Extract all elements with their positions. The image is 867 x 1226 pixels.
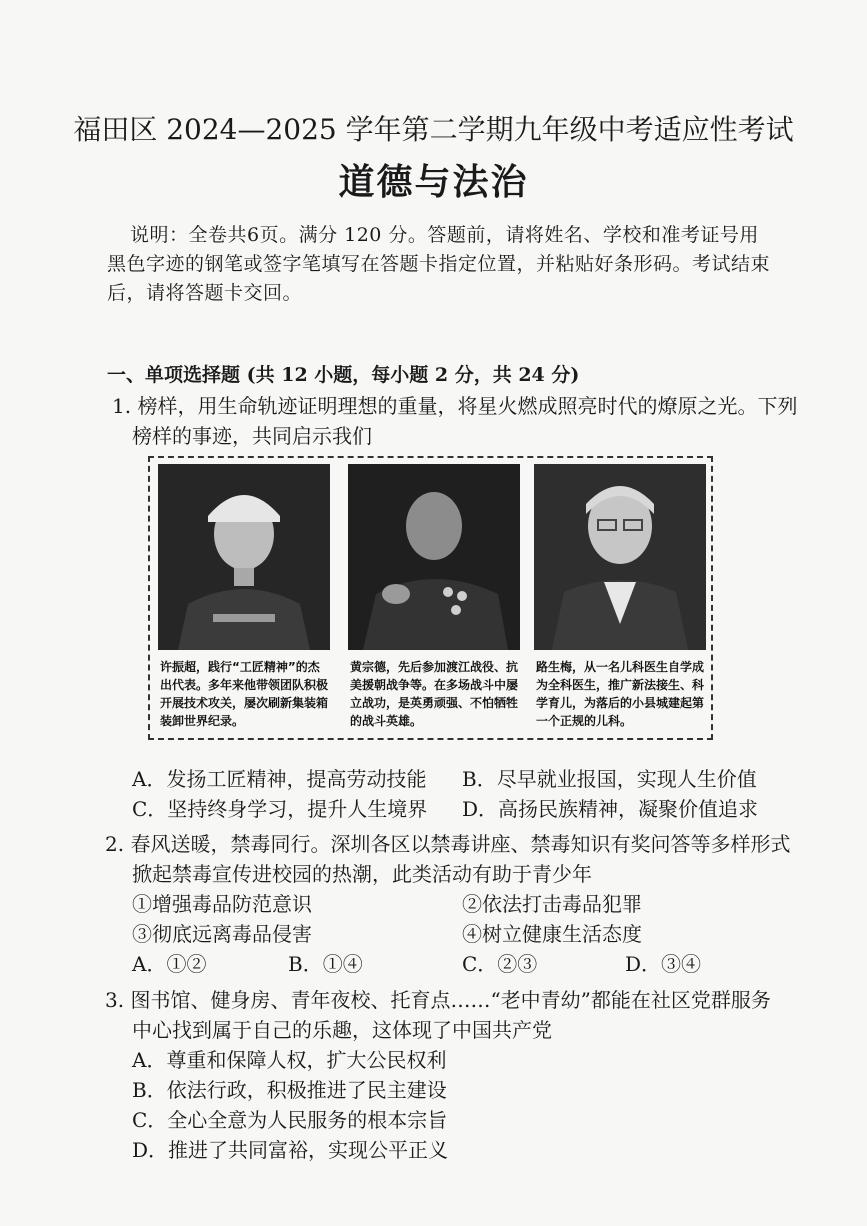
question-3-option-a[interactable]: A．尊重和保障人权，扩大公民权利 [132,1048,447,1072]
question-3-option-c[interactable]: C．全心全意为人民服务的根本宗旨 [132,1108,448,1132]
question-2-statement-1: ①增强毒品防范意识 [132,892,312,916]
instructions-line-3: 后，请将答题卡交回。 [107,282,303,304]
instructions-line-2: 黑色字迹的钢笔或签字笔填写在答题卡指定位置，并粘贴好条形码。考试结束 [107,253,771,275]
role-models-figure [148,456,713,740]
veteran-portrait-photo [348,464,520,650]
role-model-caption: 路生梅，从一名儿科医生自学成为全科医生，推广新法接生、科学育儿，为落后的小县城建起第一个正规的儿科。 [536,660,705,728]
question-1-option-d[interactable]: D．高扬民族精神，凝聚价值追求 [462,797,759,821]
exam-title: 福田区 2024—2025 学年第二学期九年级中考适应性考试 [73,113,794,146]
question-1-option-a[interactable]: A．发扬工匠精神，提高劳动技能 [132,767,427,791]
section-heading: 一、单项选择题 (共 12 小题，每小题 2 分，共 24 分) [107,364,580,386]
question-1-option-b[interactable]: B．尽早就业报国，实现人生价值 [462,767,757,791]
role-model-card [158,464,330,730]
question-3-option-d[interactable]: D．推进了共同富裕，实现公平正义 [132,1138,449,1162]
question-2-stem-line-1: 2. 春风送暖，禁毒同行。深圳各区以禁毒讲座、禁毒知识有奖问答等多样形式 [105,832,791,856]
question-3-option-b[interactable]: B．依法行政，积极推进了民主建设 [132,1078,447,1102]
worker-portrait-photo [158,464,330,650]
question-2-statement-2: ②依法打击毒品犯罪 [462,892,642,916]
question-1-stem-line-2: 榜样的事迹，共同启示我们 [132,424,372,448]
question-2-option-d[interactable]: D．③④ [625,952,702,976]
question-3-stem-line-1: 3. 图书馆、健身房、青年夜校、托育点……“老中青幼”都能在社区党群服务 [105,988,771,1012]
question-1-stem-line-1: 1. 榜样，用生命轨迹证明理想的重量，将星火燃成照亮时代的燎原之光。下列 [112,394,798,418]
instructions-line-1: 说明：全卷共6页。满分 120 分。答题前，请将姓名、学校和准考证号用 [130,224,759,246]
question-2-option-a[interactable]: A．①② [132,952,207,976]
question-2-statement-4: ④树立健康生活态度 [462,922,642,946]
subject-title: 道德与法治 [338,161,529,203]
question-2-statement-3: ③彻底远离毒品侵害 [132,922,312,946]
role-model-card [534,464,706,730]
question-2-option-b[interactable]: B．①④ [288,952,363,976]
role-model-card [348,464,520,730]
question-3-stem-line-2: 中心找到属于自己的乐趣，这体现了中国共产党 [132,1018,552,1042]
doctor-portrait-photo [534,464,706,650]
role-model-caption: 许振超，践行“工匠精神”的杰出代表。多年来他带领团队积极开展技术攻关，屡次刷新集装箱装卸世界纪录。 [160,660,329,728]
question-2-stem-line-2: 掀起禁毒宣传进校园的热潮，此类活动有助于青少年 [132,862,592,886]
role-model-caption: 黄宗德，先后参加渡江战役、抗美援朝战争等。在多场战斗中屡立战功，是英勇顽强、不怕牺牲的战斗英雄。 [350,660,519,728]
question-2-option-c[interactable]: C．②③ [462,952,538,976]
question-1-option-c[interactable]: C．坚持终身学习，提升人生境界 [132,797,428,821]
